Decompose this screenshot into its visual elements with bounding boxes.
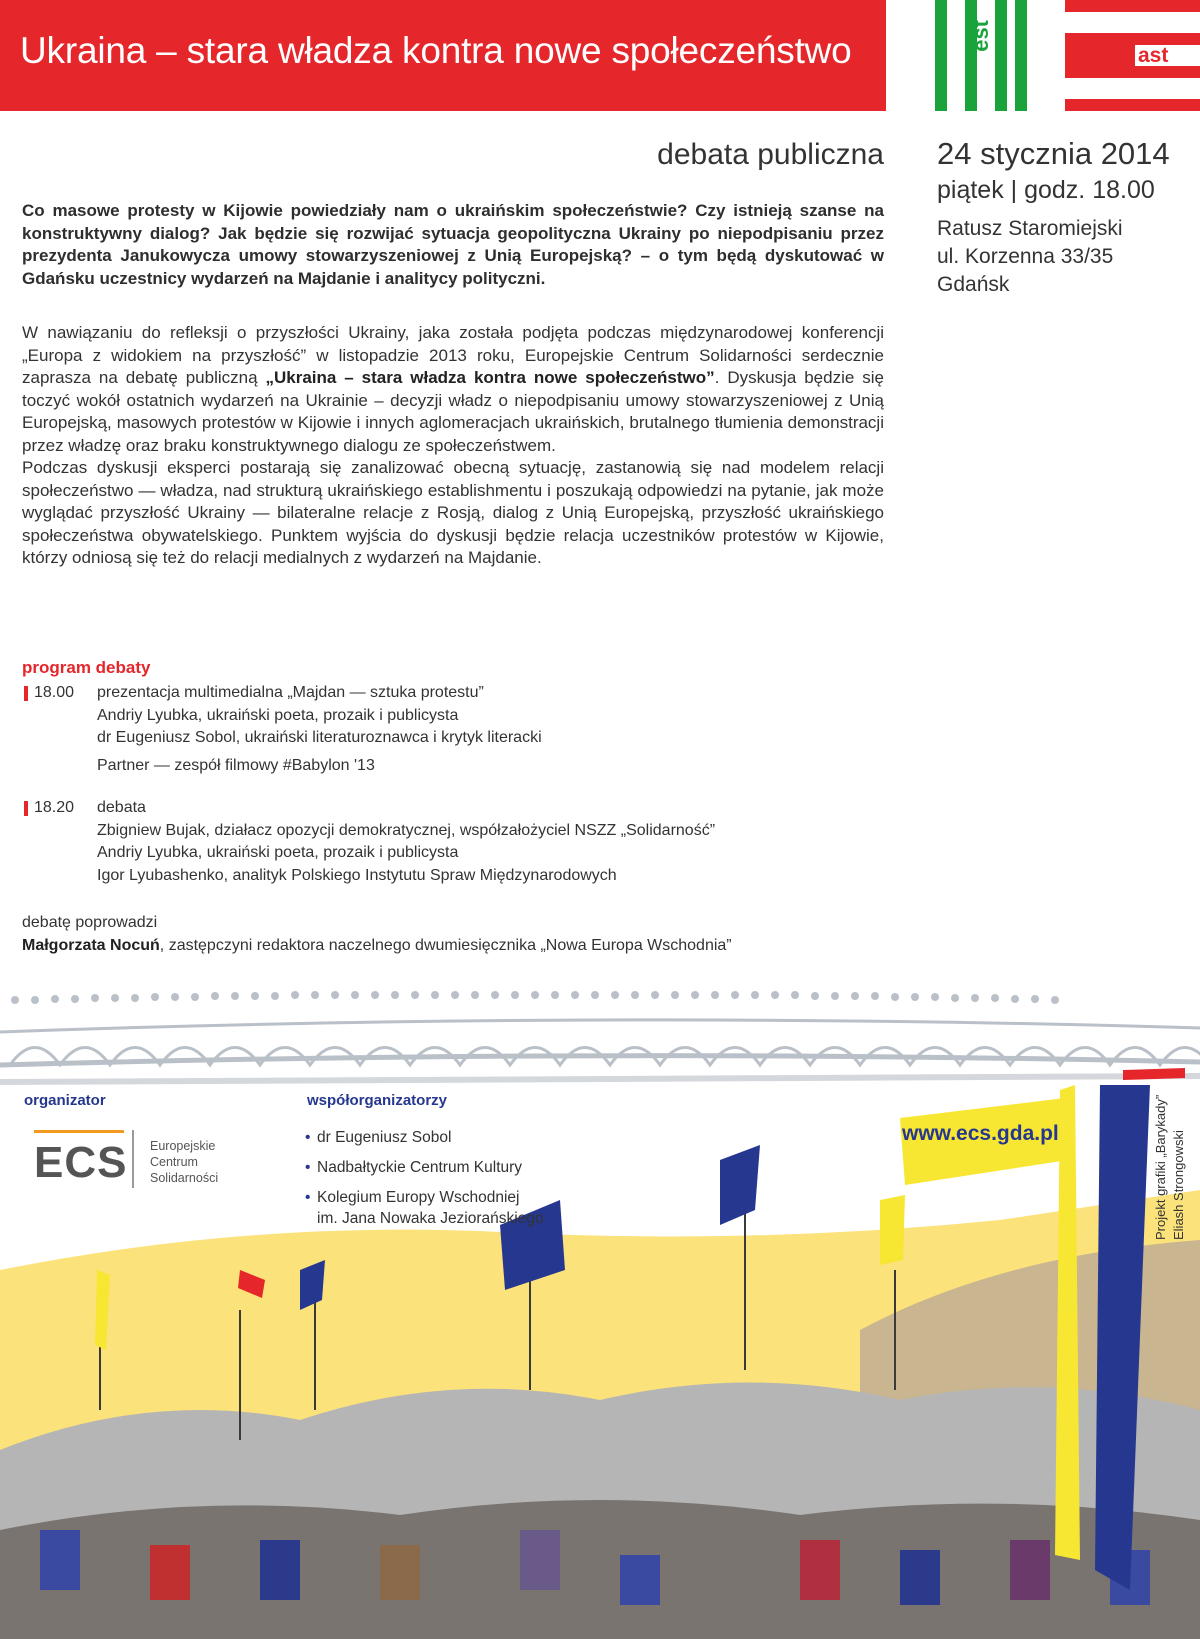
logo-top-text: est [968, 20, 993, 52]
east-west-logo [935, 0, 1200, 111]
moderator-line [22, 935, 732, 958]
barricade-artwork [0, 970, 1200, 1639]
body-p1-end: . Dyskusja będzie się toczyć wokół ostatnich wydarzeń na Ukrainie – decyzji władz o niepodpisaniu umowy stowarzyszeniowej z Unią Europejską, masowych protestów w Kijowie i innych aglomeracjach ukraińskich, brutalnego tłumienia demonstracji przez władzę oraz braku konstruktywnego dialogu ze społeczeństwem. [22, 368, 884, 455]
bridge-railing [0, 1020, 1200, 1082]
event-date: 24 stycznia 2014 [937, 136, 1170, 171]
slot-1-speaker-2: dr Eugeniusz Sobol, ukraiński literaturoznawca i krytyk literacki [97, 729, 542, 746]
slot-1-partner: Partner — zespół filmowy #Babylon '13 [97, 756, 375, 774]
slot-1-speaker-1: Andriy Lyubka, ukraiński poeta, prozaik i publicysta [97, 706, 459, 724]
debate-title-bold: „Ukraina – stara władza kontra nowe społeczeństwo” [265, 368, 715, 387]
ecs-logo [24, 1128, 254, 1192]
body-paragraph-2: Podczas dyskusji eksperci postarają się zanalizować obecną sytuację, zastanowią się nad modelem relacji społeczeństwo — władza, nad strukturą ukraińskiego establishmentu i poszukają odpowiedzi na pytanie, jak może wyglądać przyszłość Ukrainy — bilateralne relacje z Rosją, dialog z Unią Europejską, przyszłość ukraińskiego społeczeństwa obywatelskiego. Punktem wyjścia do dyskusji będzie relacja uczestników protestów w Kijowie, którzy odniosą się też do relacji medialnych z wydarzeń na Majdanie. [22, 458, 884, 567]
credit-line-1: Projekt grafiki „Barykady” [1153, 1094, 1168, 1240]
logo-green-stripes [935, 0, 1027, 111]
coorganizer-item: • dr Eugeniusz Sobol [305, 1127, 544, 1148]
page-title: Ukraina – stara władza kontra nowe społeczeństwo [20, 30, 852, 71]
ecs-logo-name: Europejskie Centrum Solidarności [150, 1139, 219, 1185]
organizer-heading: organizator [24, 1092, 106, 1109]
body-p1-start: W nawiązaniu do refleksji o przyszłości Ukrainy, jaka została podjęta podczas międzynarodowej konferencji „Europa z widokiem na przyszłość” w listopadzie 2013 roku, Europejskie Centrum Solidarności serdecznie zaprasza na debatę publiczną [22, 323, 884, 387]
body-paragraph-1 [22, 322, 884, 457]
program-slot-1 [22, 682, 902, 782]
slot-2-time: 18.20 [22, 797, 74, 820]
slot-1-time: 18.00 [22, 682, 74, 705]
city: Gdańsk [937, 273, 1010, 296]
moderator-name: Małgorzata Nocuń [22, 936, 160, 954]
credit-line-2: Eliash Strongowski [1171, 1130, 1186, 1240]
slot-1-lines [97, 682, 542, 777]
ecs-logo-letters: ECS [34, 1138, 128, 1187]
slot-2-title: debata [97, 799, 146, 816]
big-flag-top-red [1123, 1068, 1185, 1080]
coorganizers-list [305, 1127, 544, 1238]
slot-2-speaker-3: Igor Lyubashenko, analityk Polskiego Instytutu Spraw Międzynarodowych [97, 866, 617, 884]
event-info [937, 136, 1197, 299]
coorganizer-item: • Kolegium Europy Wschodniej im. Jana Nowaka Jeziorańskiego [305, 1187, 544, 1229]
ecs-logo-divider [132, 1130, 134, 1188]
title-banner [0, 0, 886, 111]
coorganizer-item: • Nadbałtyckie Centrum Kultury [305, 1157, 544, 1178]
coorganizers-heading: współorganizatorzy [307, 1092, 448, 1109]
street-address: ul. Korzenna 33/35 [937, 245, 1114, 268]
venue: Ratusz Staromiejski [937, 217, 1123, 240]
program-slot-2 [22, 797, 902, 889]
logo-red-stripes [1065, 0, 1200, 111]
logo-bottom-text: ast [1138, 44, 1169, 67]
slot-2-lines [97, 797, 715, 887]
event-location [937, 215, 1197, 299]
moderator-label: debatę poprowadzi [22, 914, 158, 931]
slot-2-speaker-1: Zbigniew Bujak, działacz opozycji demokratycznej, współzałożyciel NSZZ „Solidarność” [97, 821, 716, 839]
ecs-logo-rule [34, 1130, 124, 1133]
intro-paragraph: Co masowe protesty w Kijowie powiedziały nam o ukraińskim społeczeństwie? Czy istnieją szanse na konstruktywny dialog? Jak będzie się rozwijać sytuacja geopolityczna Ukrainy po niepodpisaniu przez prezydenta Janukowycza umowy stowarzyszeniowej z Unią Europejską? – o tym będą dyskutować w Gdańsku uczestnicy wydarzeń na Majdanie i analitycy polityczni. [22, 201, 884, 288]
railing-beads [11, 991, 1059, 1004]
slot-2-speaker-2: Andriy Lyubka, ukraiński poeta, prozaik i publicysta [97, 844, 459, 861]
program-heading: program debaty [22, 658, 151, 677]
event-type: debata publiczna [657, 138, 884, 171]
slot-1-title: prezentacja multimedialna „Majdan — sztuka protestu” [97, 684, 484, 701]
moderator [22, 912, 732, 957]
website-link[interactable]: www.ecs.gda.pl [902, 1122, 1059, 1145]
moderator-role: , zastępczyni redaktora naczelnego dwumiesięcznika „Nowa Europa Wschodnia” [159, 936, 732, 954]
body-text [22, 322, 884, 570]
event-day-time: piątek | godz. 18.00 [937, 176, 1155, 204]
